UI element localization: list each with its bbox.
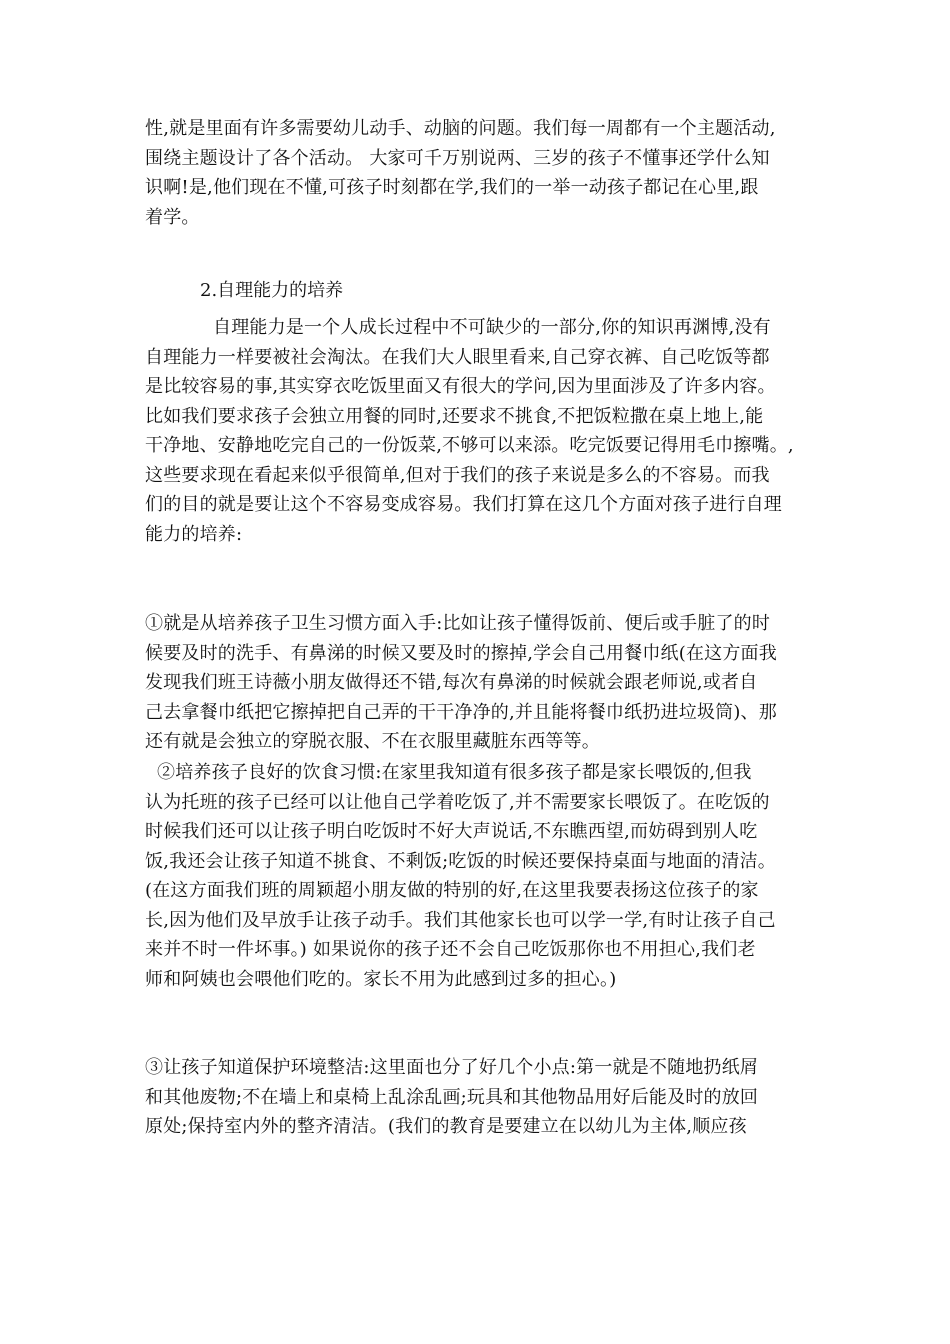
text-line: 识啊!是,他们现在不懂,可孩子时刻都在学,我们的一举一动孩子都记在心里,跟	[145, 177, 759, 198]
text-line: 能力的培养:	[145, 523, 243, 545]
text-line: 这些要求现在看起来似乎很简单,但对于我们的孩子来说是多么的不容易。而我	[145, 464, 770, 486]
text-line: 还有就是会独立的穿脱衣服、不在衣服里藏脏东西等等。	[145, 731, 600, 752]
text-line: 来并不时一件坏事。) 如果说你的孩子还不会自己吃饭那你也不用担心,我们老	[145, 939, 756, 960]
text-line: 和其他废物;不在墙上和桌椅上乱涂乱画;玩具和其他物品用好后能及时的放回	[145, 1086, 759, 1108]
text-line: 性,就是里面有许多需要幼儿动手、动脑的问题。我们每一周都有一个主题活动,	[145, 118, 776, 139]
text-line: 自理能力是一个人成长过程中不可缺少的一部分,你的知识再渊博,没有	[213, 317, 771, 338]
intro-paragraph	[145, 114, 805, 232]
text-line: 候要及时的洗手、有鼻涕的时候又要及时的擦掉,学会自己用餐巾纸(在这方面我	[145, 642, 777, 664]
selfcare-paragraph	[145, 313, 805, 549]
text-line: 己去拿餐巾纸把它擦掉把自己弄的干干净净的,并且能将餐巾纸扔进垃圾筒)、那	[145, 701, 777, 723]
text-line: (在这方面我们班的周颖超小朋友做的特别的好,在这里我要表扬这位孩子的家	[145, 880, 759, 901]
text-line: 是比较容易的事,其实穿衣吃饭里面又有很大的学问,因为里面涉及了许多内容。	[145, 376, 776, 397]
text-line: 自理能力一样要被社会淘汰。在我们大人眼里看来,自己穿衣裤、自己吃饭等都	[145, 346, 770, 368]
text-line: 干净地、安静地吃完自己的一份饭菜,不够可以来添。吃完饭要记得用毛巾擦嘴。,	[145, 435, 794, 456]
text-line: 长,因为他们及早放手让孩子动手。我们其他家长也可以学一学,有时让孩子自己	[145, 909, 776, 931]
text-line: ③让孩子知道保护环境整洁:这里面也分了好几个小点:第一就是不随地扔纸屑	[145, 1057, 759, 1078]
text-line: 发现我们班王诗薇小朋友做得还不错,每次有鼻涕的时候就会跟老师说,或者自	[145, 672, 758, 693]
text-line: 们的目的就是要让这个不容易变成容易。我们打算在这几个方面对孩子进行自理	[145, 494, 782, 515]
text-line: 着学。	[145, 206, 200, 228]
text-line: 围绕主题设计了各个活动。 大家可千万别说两、三岁的孩子不懂事还学什么知	[145, 147, 770, 169]
item-2-paragraph	[145, 758, 805, 994]
text-line: 认为托班的孩子已经可以让他自己学着吃饭了,并不需要家长喂饭了。在吃饭的	[145, 791, 770, 813]
text-line: 原处;保持室内外的整齐清洁。(我们的教育是要建立在以幼儿为主体,顺应孩	[145, 1116, 747, 1137]
section-heading: 2.自理能力的培养	[200, 280, 344, 301]
text-line: 比如我们要求孩子会独立用餐的同时,还要求不挑食,不把饭粒撒在桌上地上,能	[145, 405, 764, 427]
text-line: 师和阿姨也会喂他们吃的。家长不用为此感到过多的担心。)	[145, 968, 617, 990]
text-line: ②培养孩子良好的饮食习惯:在家里我知道有很多孩子都是家长喂饭的,但我	[157, 762, 752, 783]
item-3-paragraph	[145, 1053, 805, 1142]
item-1-paragraph	[145, 609, 805, 757]
text-line: ①就是从培养孩子卫生习惯方面入手:比如让孩子懂得饭前、便后或手脏了的时	[145, 613, 771, 634]
text-line: 时候我们还可以让孩子明白吃饭时不好大声说话,不东瞧西望,而妨碍到别人吃	[145, 821, 758, 842]
text-line: 饭,我还会让孩子知道不挑食、不剩饭;吃饭的时候还要保持桌面与地面的清洁。	[145, 850, 776, 872]
